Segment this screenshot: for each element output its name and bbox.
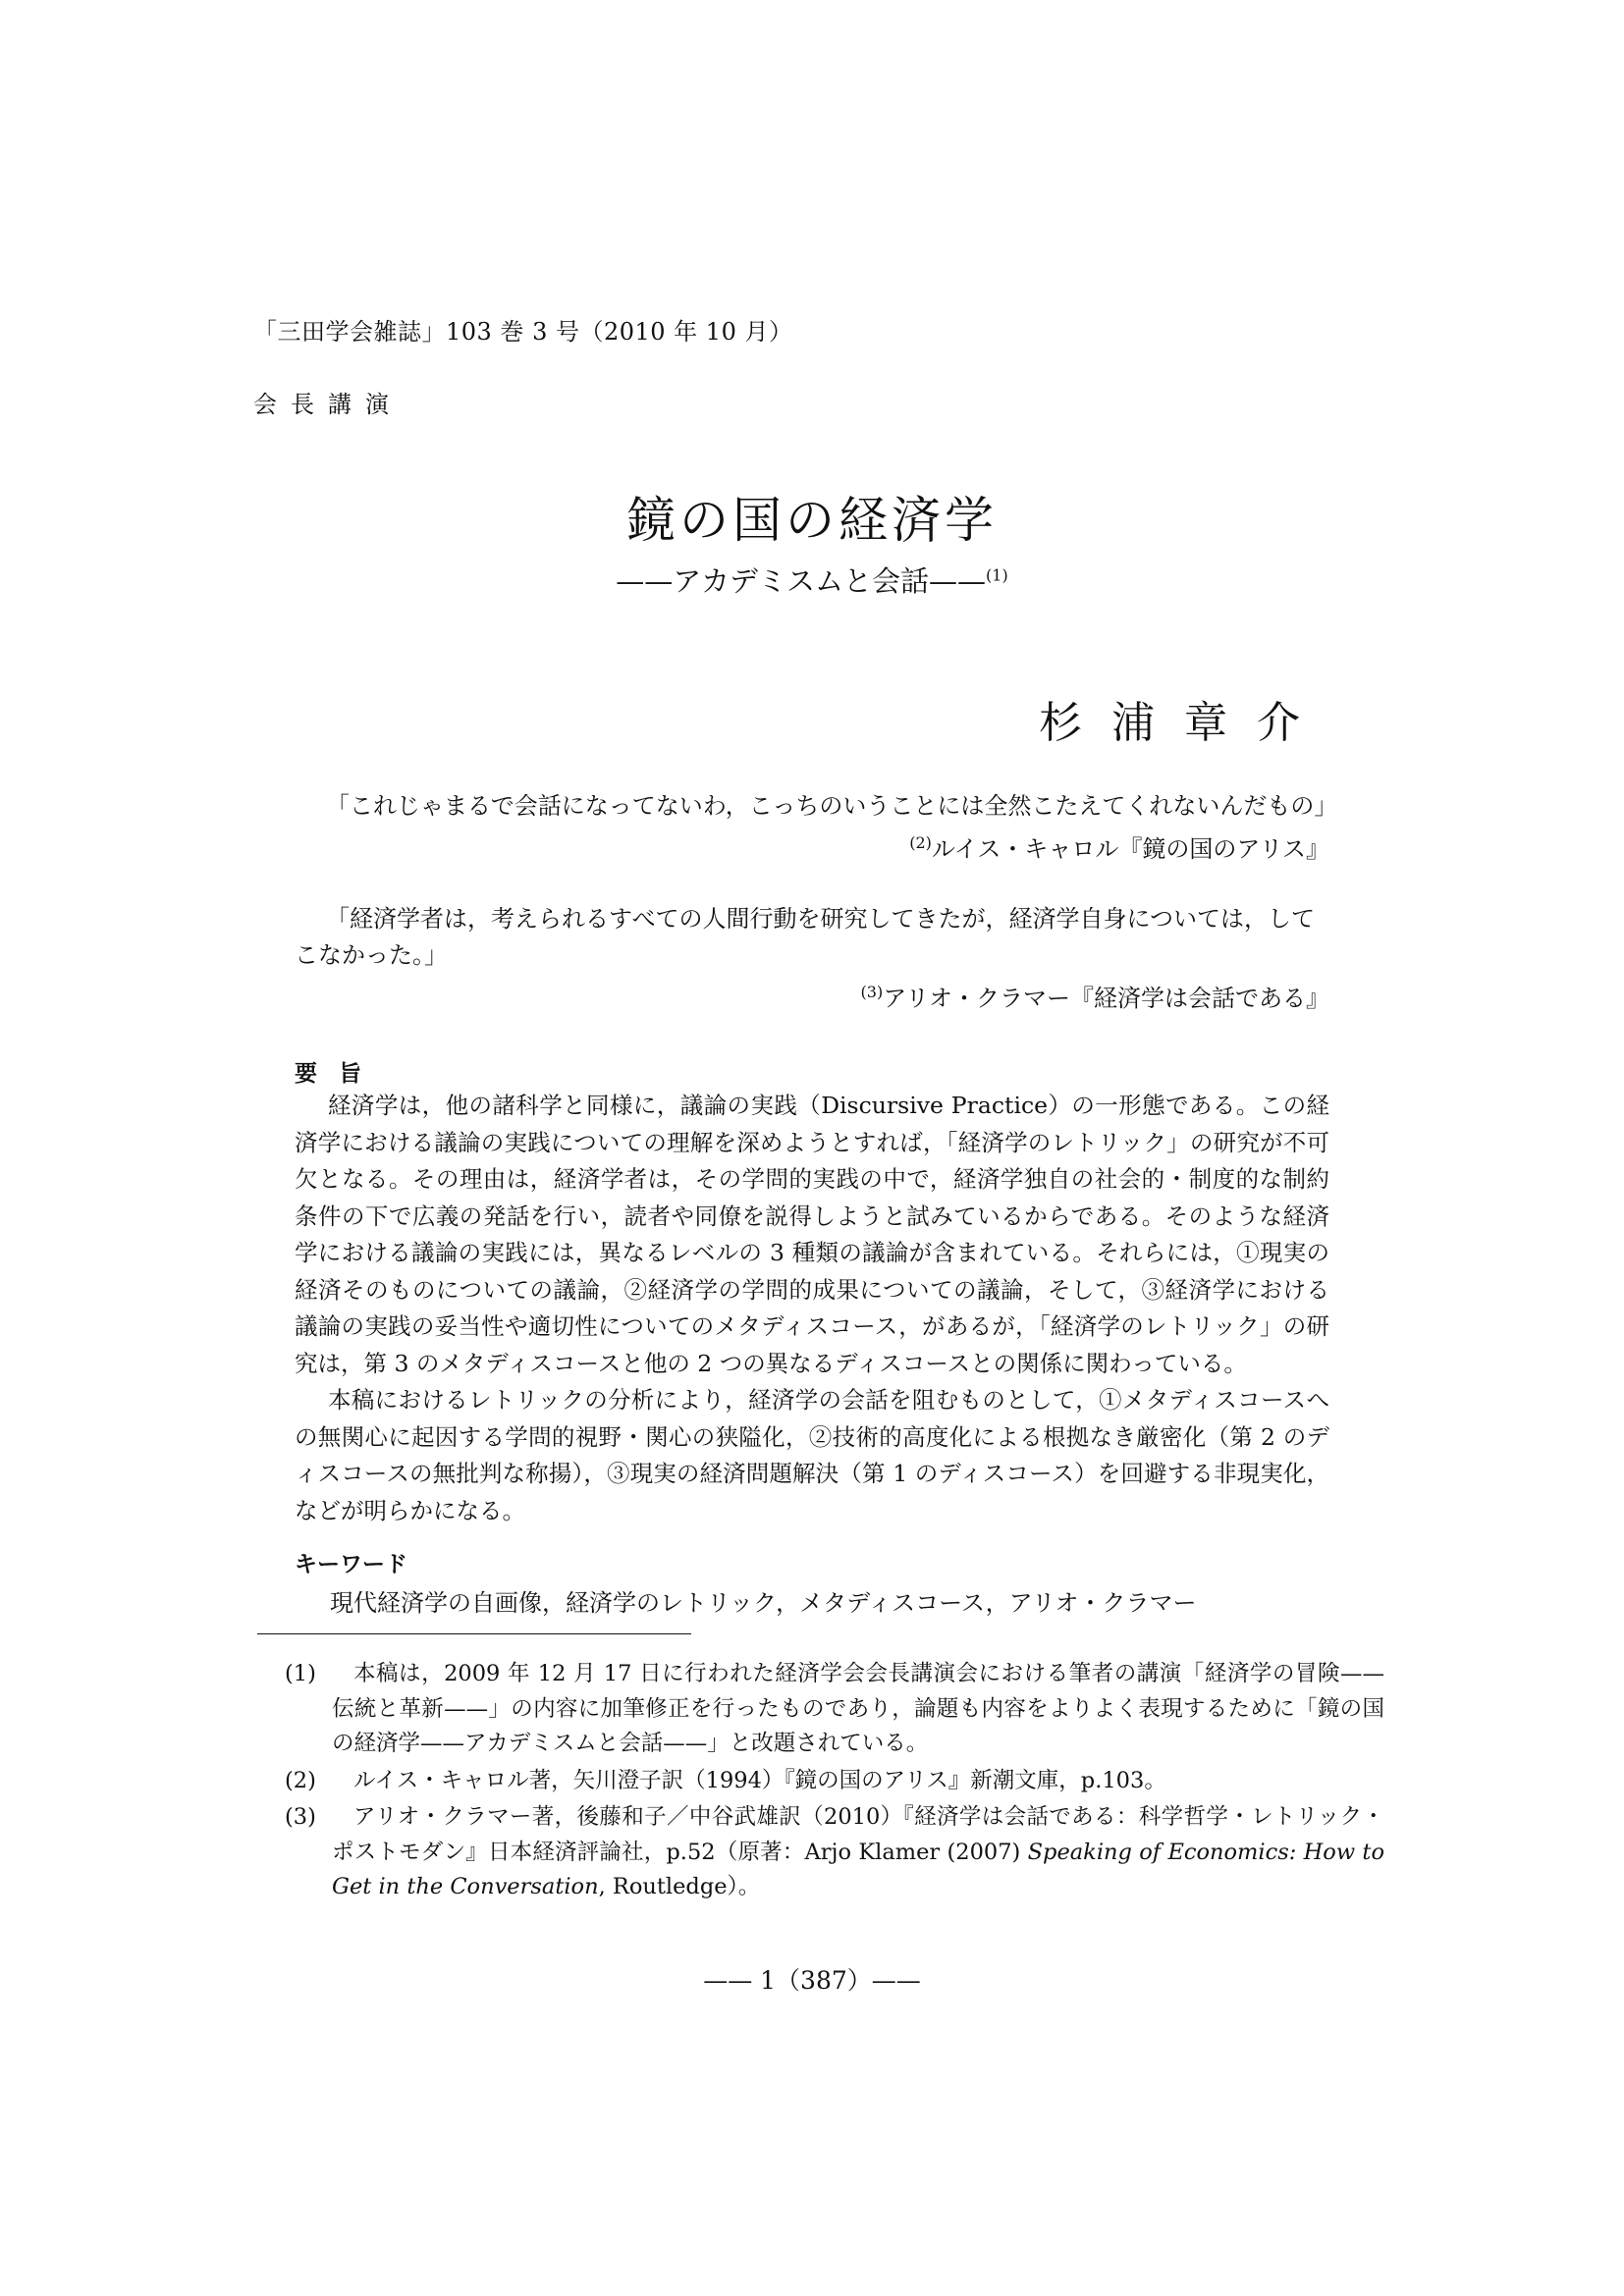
footnote-number: (2) bbox=[285, 1767, 316, 1793]
abstract-paragraph: 経済学は，他の諸科学と同様に，議論の実践（Discursive Practice）の一形態である。この経済学における議論の実践についての理解を深めようとすれば，「経済学のレトリック」の研究が不可欠となる。その理由は，経済学者は，その学問的実践の中で，経済学独自の社会的・制度的な制約条件の下で広義の発話を行い，読者や同僚を説得しようと試みているからである。そのような経済学における議論の実践には，異なるレベルの 3 種類の議論が含まれている。それらには，①現実の経済そのものについての議論，②経済学の学問的成果についての議論，そして，③経済学における議論の実践の妥当性や適切性についてのメタディスコース，があるが，「経済学のレトリック」の研究は，第 3 のメタディスコースと他の 2 つの異なるディスコースとの関係に関わっている。 bbox=[295, 1092, 1329, 1377]
keywords-list: 現代経済学の自画像，経済学のレトリック，メタディスコース，アリオ・クラマー bbox=[330, 1589, 1197, 1617]
author-name: 杉浦章介 bbox=[1039, 698, 1329, 748]
paper-subtitle bbox=[0, 560, 1624, 600]
footnote-text: ルイス・キャロル著，矢川澄子訳（1994）『鏡の国のアリス』新潮文庫，p.103。 bbox=[353, 1767, 1166, 1793]
epigraph-text: 「これじゃまるで会話になってないわ，こっちのいうことには全然こたえてくれないんだもの」 bbox=[326, 792, 1338, 820]
epigraph-source: $^{(3)}$アリオ・クラマー『経済学は会話である』 bbox=[860, 983, 1329, 1012]
abstract-body bbox=[295, 1088, 1329, 1529]
section-label: 会長講演 bbox=[253, 391, 403, 418]
epigraph-footnote-ref[interactable]: (3) bbox=[860, 983, 884, 1001]
subtitle-text: ——アカデミスムと会話—— bbox=[616, 564, 987, 598]
epigraph-source: $^{(2)}$ルイス・キャロル『鏡の国のアリス』 bbox=[909, 833, 1329, 863]
paper-title: 鏡の国の経済学 bbox=[626, 492, 998, 549]
footnote-2 bbox=[285, 1764, 1384, 1799]
epigraph-footnote-ref[interactable]: (2) bbox=[909, 833, 932, 852]
footnote-divider bbox=[257, 1633, 691, 1634]
page-number: —— 1（387）—— bbox=[703, 1966, 921, 1995]
footnote-number: (3) bbox=[285, 1804, 316, 1830]
abstract-heading: 要旨 bbox=[295, 1061, 383, 1087]
epigraph-1 bbox=[295, 788, 1338, 868]
book-title-italic: Speaking of Economics: How to Get in the Conversation bbox=[332, 1839, 1384, 1899]
footnotes bbox=[285, 1657, 1384, 1907]
footnote-3 bbox=[285, 1800, 1384, 1905]
epigraph-text: 「経済学者は，考えられるすべての人間行動を研究してきたが，経済学自身については，してこなかった。」 bbox=[295, 905, 1316, 969]
footnote-text: アリオ・クラマー著，後藤和子／中谷武雄訳（2010）『経済学は会話である：科学哲学・レトリック・ポストモダン』日本経済評論社，p.52（原著：Arjo Klamer (2007) Speaking of Economics: How to Get in the Conversation, Routledge）。 bbox=[332, 1804, 1384, 1899]
footnote-1 bbox=[285, 1657, 1384, 1762]
abstract-paragraph: 本稿におけるレトリックの分析により，経済学の会話を阻むものとして，①メタディスコースへの無関心に起因する学問的視野・関心の狭隘化，②技術的高度化による根拠なき厳密化（第 2 のディスコースの無批判な称揚），③現実の経済問題解決（第 1 のディスコース）を回避する非現実化，などが明らかになる。 bbox=[295, 1386, 1329, 1524]
journal-header: 「三田学会雑誌」103 巻 3 号（2010 年 10 月） bbox=[253, 318, 793, 346]
keywords-heading: キーワード bbox=[295, 1552, 407, 1577]
subtitle-footnote-ref[interactable]: (1) bbox=[986, 565, 1008, 585]
footnote-text: 本稿は，2009 年 12 月 17 日に行われた経済学会会長講演会における筆者の講演「経済学の冒険——伝統と革新——」の内容に加筆修正を行ったものであり，論題も内容をよりよく表現するために「鏡の国の経済学——アカデミスムと会話——」と改題されている。 bbox=[332, 1661, 1384, 1756]
footnote-number: (1) bbox=[285, 1661, 316, 1686]
epigraph-2 bbox=[295, 901, 1329, 1017]
